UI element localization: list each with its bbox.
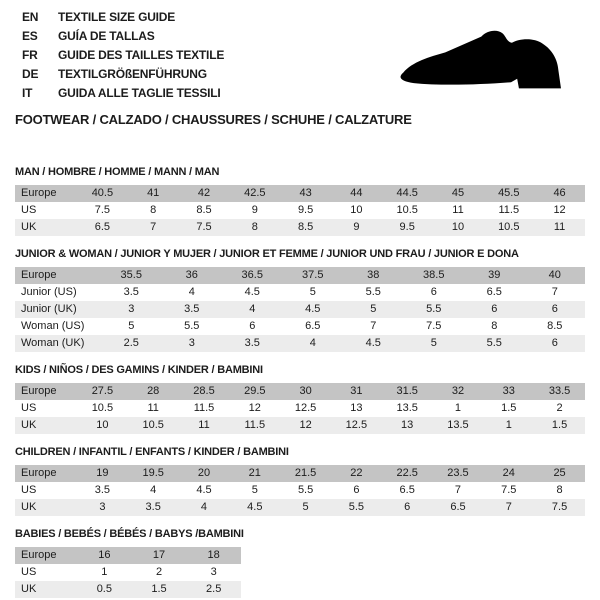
size-cell: 33 (502, 385, 515, 397)
size-cell: 25 (553, 467, 566, 479)
size-cell: 42.5 (244, 187, 266, 199)
size-cell: 6.5 (94, 221, 111, 233)
size-cell: 33.5 (548, 385, 571, 397)
size-cell: 8.5 (297, 221, 314, 233)
size-section (15, 248, 585, 352)
size-cell: 9 (353, 221, 360, 233)
size-cell: 6.5 (399, 484, 415, 496)
lang-title: GUÍA DE TALLAS (58, 29, 155, 43)
size-cell: 5.5 (486, 337, 502, 349)
size-cell: 38 (367, 269, 380, 281)
size-cell: 1.5 (551, 419, 568, 431)
size-cell: 41 (147, 187, 160, 199)
row-label: Woman (UK) (21, 337, 85, 349)
size-cell: 28 (147, 385, 160, 397)
row-label: Junior (US) (21, 286, 77, 298)
size-cell: 21 (248, 467, 261, 479)
size-section (15, 528, 585, 598)
table-row (15, 581, 241, 598)
table-row (15, 318, 585, 335)
size-cell: 11 (198, 419, 210, 431)
section-title: JUNIOR & WOMAN / JUNIOR Y MUJER / JUNIOR ET FEMME / JUNIOR UND FRAU / JUNIOR E DONA (15, 248, 519, 260)
size-cell: 19 (96, 467, 109, 479)
section-title: KIDS / NIÑOS / DES GAMINS / KINDER / BAMBINI (15, 364, 263, 376)
size-cell: 6 (491, 303, 498, 315)
size-cell: 36 (185, 269, 198, 281)
size-section (15, 364, 585, 434)
size-cell: 1.5 (151, 583, 167, 595)
size-cell: 5 (370, 303, 377, 315)
size-cell: 5 (302, 501, 309, 513)
table-row (15, 301, 585, 318)
size-cell: 3 (188, 337, 195, 349)
size-cell: 3.5 (244, 337, 260, 349)
size-cell: 5.5 (348, 501, 365, 513)
size-cell: 4.5 (244, 286, 260, 298)
size-cell: 11 (147, 402, 159, 414)
size-cell: 6 (430, 286, 437, 298)
size-cell: 4.5 (196, 484, 212, 496)
size-cell: 8 (150, 204, 157, 216)
size-cell: 12.5 (294, 402, 317, 414)
size-cell: 3.5 (184, 303, 200, 315)
size-section (15, 166, 585, 236)
size-cell: 10 (350, 204, 363, 216)
size-cell: 5.5 (297, 484, 314, 496)
size-cell: 7.5 (501, 484, 517, 496)
table-row (15, 564, 241, 581)
size-cell: 4.5 (365, 337, 381, 349)
size-cell: 37.5 (302, 269, 324, 281)
size-cell: 17 (152, 549, 166, 561)
size-cell: 5.5 (365, 286, 381, 298)
table-row (15, 417, 585, 434)
size-cell: 4 (200, 501, 208, 513)
size-cell: 32 (451, 385, 465, 397)
lang-title: TEXTILGRÖßENFÜHRUNG (58, 67, 207, 81)
lang-title: GUIDA ALLE TAGLIE TESSILI (58, 86, 221, 100)
size-cell: 3 (99, 501, 106, 513)
size-cell: 4 (188, 286, 195, 298)
row-label: Woman (US) (21, 320, 85, 332)
row-label: US (21, 402, 37, 414)
size-sections (0, 166, 600, 598)
size-section (15, 446, 585, 516)
size-cell: 3 (210, 566, 217, 578)
size-cell: 12 (248, 402, 261, 414)
row-label: Junior (UK) (21, 303, 77, 315)
size-cell: 1.5 (501, 402, 517, 414)
size-cell: 38.5 (423, 269, 445, 281)
size-cell: 8 (251, 221, 258, 233)
size-cell: 30 (299, 385, 312, 397)
section-title: BABIES / BEBÉS / BÉBÉS / BABYS /BAMBINI (15, 528, 244, 540)
table-row (15, 482, 585, 499)
row-label: US (21, 566, 37, 578)
size-cell: 7.5 (426, 320, 442, 332)
size-cell: 12 (553, 204, 566, 216)
size-cell: 39 (488, 269, 501, 281)
size-cell: 7 (454, 484, 462, 496)
row-label: UK (21, 419, 37, 431)
category-heading: FOOTWEAR / CALZADO / CHAUSSURES / SCHUHE / CALZATURE (15, 112, 412, 127)
size-cell: 13.5 (396, 402, 418, 414)
size-cell: 22 (350, 467, 363, 479)
size-table (15, 547, 241, 598)
size-cell: 2 (155, 566, 163, 578)
table-row (15, 202, 585, 219)
size-cell: 35.5 (120, 269, 142, 281)
row-label: Europe (21, 549, 57, 561)
size-cell: 23.5 (447, 467, 469, 479)
size-cell: 9.5 (399, 221, 415, 233)
size-cell: 3.5 (123, 286, 139, 298)
size-cell: 11.5 (193, 402, 215, 414)
size-cell: 45.5 (498, 187, 520, 199)
size-cell: 44.5 (396, 187, 418, 199)
size-cell: 11.5 (244, 419, 266, 431)
size-cell: 12.5 (345, 419, 368, 431)
size-cell: 16 (98, 549, 111, 561)
size-cell: 36.5 (241, 269, 263, 281)
size-cell: 5 (128, 320, 135, 332)
size-cell: 2.5 (206, 583, 222, 595)
row-label: Europe (21, 385, 57, 397)
size-cell: 28.5 (193, 385, 215, 397)
size-cell: 4 (309, 337, 316, 349)
section-title: MAN / HOMBRE / HOMME / MANN / MAN (15, 166, 220, 178)
size-cell: 7 (370, 320, 377, 332)
size-cell: 44 (350, 187, 363, 199)
size-cell: 27.5 (91, 385, 114, 397)
size-cell: 6 (551, 303, 558, 315)
lang-code: EN (22, 10, 39, 24)
table-row (15, 335, 585, 352)
size-cell: 45 (451, 187, 465, 199)
size-table (15, 465, 585, 516)
size-cell: 43 (299, 187, 312, 199)
size-cell: 3.5 (145, 501, 161, 513)
size-cell: 7 (551, 286, 558, 298)
size-cell: 7 (150, 221, 157, 233)
size-cell: 1 (505, 419, 512, 431)
size-cell: 1 (454, 402, 462, 414)
row-label: US (21, 484, 37, 496)
size-cell: 5.5 (426, 303, 442, 315)
size-cell: 6.5 (305, 320, 321, 332)
size-cell: 4.5 (305, 303, 321, 315)
size-cell: 42 (197, 187, 211, 199)
size-cell: 3 (128, 303, 135, 315)
lang-title: TEXTILE SIZE GUIDE (58, 10, 176, 24)
row-label: Europe (21, 269, 57, 281)
size-cell: 10.5 (142, 419, 164, 431)
size-cell: 7 (505, 501, 512, 513)
size-cell: 6 (353, 484, 360, 496)
size-cell: 10 (451, 221, 465, 233)
size-cell: 29.5 (244, 385, 266, 397)
size-cell: 2 (556, 402, 563, 414)
size-cell: 11 (452, 204, 464, 216)
size-cell: 8.5 (196, 204, 212, 216)
size-cell: 5 (309, 286, 316, 298)
size-cell: 31 (350, 385, 363, 397)
table-row (15, 400, 585, 417)
size-cell: 10.5 (498, 221, 520, 233)
size-cell: 40 (548, 269, 561, 281)
size-cell: 3.5 (94, 484, 111, 496)
size-cell: 7.5 (94, 204, 111, 216)
row-label: Europe (21, 467, 57, 479)
size-cell: 4.5 (247, 501, 263, 513)
size-cell: 8 (491, 320, 498, 332)
table-row (15, 267, 585, 284)
table-row (15, 383, 585, 400)
size-cell: 8.5 (547, 320, 563, 332)
size-cell: 11 (553, 221, 566, 233)
row-label: UK (21, 583, 37, 595)
row-label: UK (21, 221, 37, 233)
size-cell: 31.5 (396, 385, 418, 397)
table-row (15, 499, 585, 516)
table-row (15, 547, 241, 564)
size-cell: 22.5 (396, 467, 418, 479)
size-cell: 46 (553, 187, 566, 199)
size-cell: 6 (551, 337, 558, 349)
lang-title: GUIDE DES TAILLES TEXTILE (58, 48, 225, 62)
size-cell: 5 (251, 484, 258, 496)
section-title: CHILDREN / INFANTIL / ENFANTS / KINDER / BAMBINI (15, 446, 289, 458)
size-cell: 5.5 (184, 320, 200, 332)
size-cell: 6 (249, 320, 256, 332)
size-table (15, 267, 585, 352)
lang-code: ES (22, 29, 38, 43)
table-row (15, 465, 585, 482)
size-cell: 24 (502, 467, 515, 479)
size-table (15, 383, 585, 434)
size-cell: 20 (197, 467, 211, 479)
size-cell: 6.5 (486, 286, 502, 298)
size-cell: 21.5 (294, 467, 317, 479)
size-cell: 6 (404, 501, 411, 513)
size-cell: 4 (249, 303, 256, 315)
size-cell: 6.5 (450, 501, 466, 513)
size-cell: 0.5 (96, 583, 112, 595)
row-label: UK (21, 501, 37, 513)
lang-code: FR (22, 48, 38, 62)
size-cell: 19.5 (142, 467, 164, 479)
size-cell: 10 (96, 419, 109, 431)
size-cell: 5 (430, 337, 437, 349)
size-cell: 4 (150, 484, 157, 496)
size-cell: 10.5 (396, 204, 418, 216)
size-table (15, 185, 585, 236)
size-cell: 9 (251, 204, 258, 216)
size-cell: 7.5 (551, 501, 568, 513)
size-cell: 13 (401, 419, 414, 431)
row-label: Europe (21, 187, 57, 199)
table-row (15, 219, 585, 236)
size-cell: 18 (207, 549, 220, 561)
size-cell: 8 (556, 484, 563, 496)
size-cell: 40.5 (91, 187, 114, 199)
size-cell: 2.5 (123, 337, 139, 349)
size-cell: 13.5 (447, 419, 469, 431)
size-cell: 9.5 (297, 204, 314, 216)
lang-code: IT (22, 86, 33, 100)
table-row (15, 284, 585, 301)
size-cell: 7.5 (196, 221, 212, 233)
dress-shoe-icon (388, 20, 578, 112)
lang-code: DE (22, 67, 39, 81)
table-row (15, 185, 585, 202)
size-cell: 10.5 (91, 402, 114, 414)
size-cell: 12 (299, 419, 312, 431)
size-cell: 1 (101, 566, 108, 578)
row-label: US (21, 204, 37, 216)
size-cell: 11.5 (498, 204, 520, 216)
size-cell: 13 (350, 402, 363, 414)
